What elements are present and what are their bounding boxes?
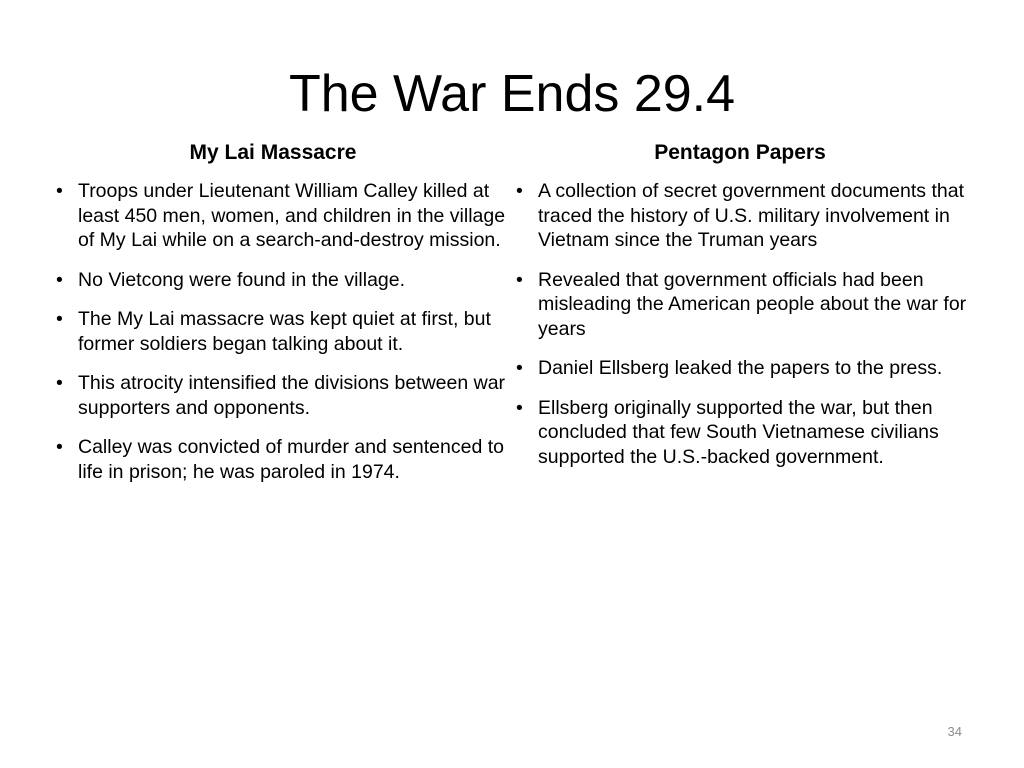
bullet-text: No Vietcong were found in the village.	[78, 268, 406, 291]
bullet-dot: •	[516, 180, 523, 202]
bullet-item	[50, 435, 510, 484]
bullet-text: Revealed that government officials had been misleading the American people about the war for years	[538, 268, 967, 340]
bullet-text: This atrocity intensified the divisions between war supporters and opponents.	[78, 372, 506, 419]
slide-title: The War Ends 29.4	[288, 65, 736, 123]
bullet-dot: •	[516, 357, 523, 379]
bullet-dot: •	[56, 372, 63, 394]
right-bullet-list	[510, 179, 970, 469]
bullet-text: Troops under Lieutenant William Calley killed at least 450 men, women, and children in the village of My Lai while on a search-and-destroy mission.	[78, 180, 506, 251]
left-column-heading: My Lai Massacre	[189, 141, 357, 164]
bullet-item	[510, 268, 970, 342]
bullet-dot: •	[56, 308, 63, 330]
bullet-text: Daniel Ellsberg leaked the papers to the press.	[538, 357, 943, 379]
bullet-item	[50, 371, 510, 420]
slide-number: 34	[947, 724, 962, 739]
bullet-text: Calley was convicted of murder and sentenced to life in prison; he was paroled in 1974.	[78, 436, 504, 483]
right-column	[510, 140, 970, 484]
bullet-item	[510, 396, 970, 470]
bullet-dot: •	[516, 396, 523, 419]
bullet-dot: •	[56, 180, 63, 202]
bullet-dot: •	[516, 268, 523, 291]
bullet-item	[50, 307, 510, 356]
bullet-text: The My Lai massacre was kept quiet at first, but former soldiers began talking about it.	[78, 308, 491, 355]
left-column	[50, 140, 510, 499]
bullet-item	[50, 179, 510, 253]
left-bullet-list	[50, 179, 510, 484]
bullet-text: Ellsberg originally supported the war, but then concluded that few South Vietnamese civilians supported the U.S.-backed government.	[538, 396, 939, 468]
right-column-heading: Pentagon Papers	[654, 141, 826, 164]
bullet-item	[50, 268, 510, 293]
bullet-dot: •	[56, 436, 63, 458]
bullet-item	[510, 356, 970, 381]
bullet-text: A collection of secret government documents that traced the history of U.S. military involvement in Vietnam since the Truman years	[538, 180, 964, 251]
bullet-item	[510, 179, 970, 253]
bullet-dot: •	[56, 268, 63, 291]
